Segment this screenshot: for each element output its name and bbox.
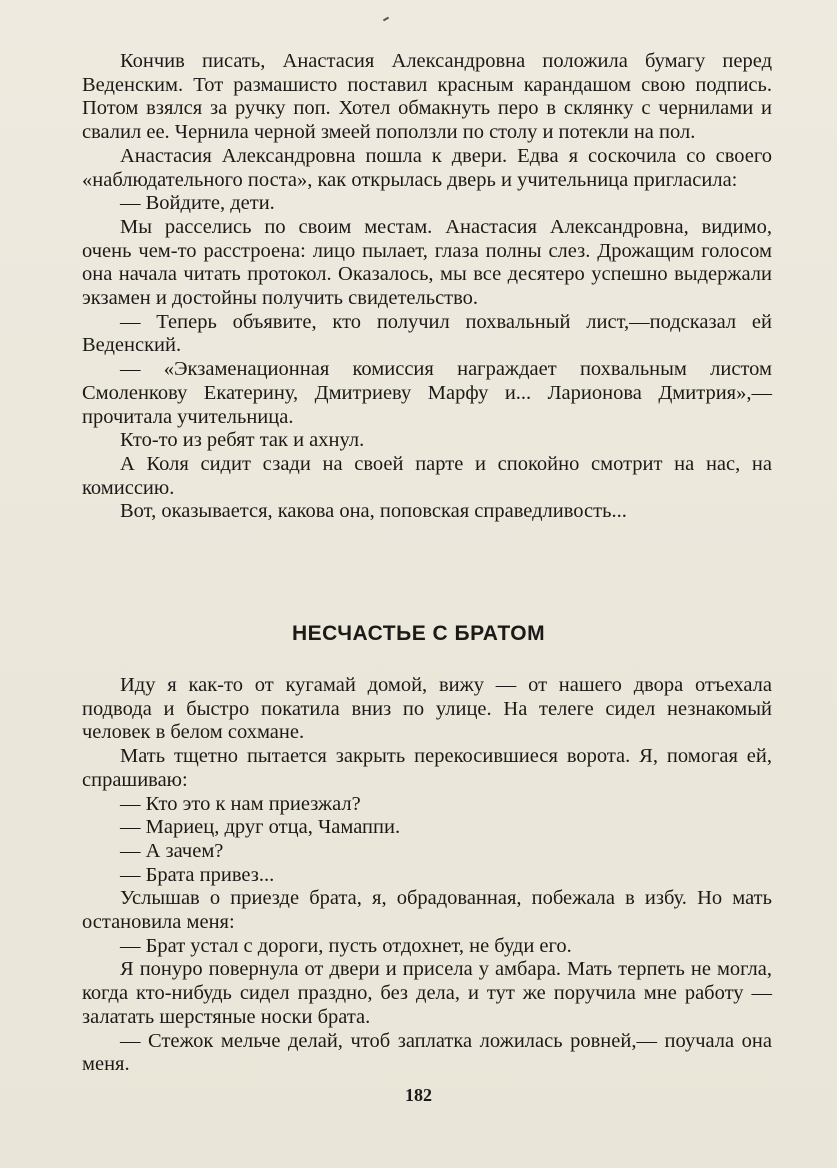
paragraph: Анастасия Александровна пошла к двери. Едва я соскочила со своего «наблюдательного поста», как открылась дверь и учительница пригласила: [82, 144, 772, 191]
chapter-heading: НЕСЧАСТЬЕ С БРАТОМ [291, 622, 546, 645]
paragraph: — Мариец, друг отца, Чамаппи. [120, 816, 401, 839]
paragraph: — Войдите, дети. [120, 192, 275, 215]
paragraph: Кто-то из ребят так и ахнул. [120, 429, 365, 452]
paragraph: — Стежок мельче делай, чтоб заплатка ложилась ровней,— поучала она меня. [82, 1029, 772, 1076]
paragraph: Мать тщетно пытается закрыть перекосившиеся ворота. Я, помогая ей, спрашиваю: [82, 745, 772, 791]
paragraph: — «Экзаменационная комиссия награждает похвальным листом Смоленкову Екатерину, Дмитриеву Марфу и... Ларионова Дмитрия»,— прочитала учительница. [82, 358, 772, 428]
paragraph: Услышав о приезде брата, я, обрадованная, побежала в избу. Но мать остановила меня: [82, 887, 772, 934]
paragraph: — Теперь объявите, кто получил похвальный лист,—подсказал ей Веденский. [82, 310, 772, 357]
print-speck [383, 17, 389, 22]
paragraph: Я понуро повернула от двери и присела у амбара. Мать терпеть не могла, когда кто-нибудь сидел праздно, без дела, и тут же поручила мне работу — залатать шерстяные носки брата. [82, 958, 772, 1028]
text-section-2 [82, 674, 772, 1077]
paragraph: — А зачем? [120, 839, 224, 862]
paragraph: Иду я как-то от кугамай домой, вижу — от нашего двора отъехала подвода и быстро покатила вниз по улице. На телеге сидел незнакомый человек в белом сохмане. [82, 674, 772, 744]
text-section-1 [82, 50, 772, 524]
paragraph: Мы расселись по своим местам. Анастасия Александровна, видимо, очень чем-то расстроена: лицо пылает, глаза полны слез. Дрожащим голосом она начала читать протокол. Оказалось, мы все десятеро успешно выдержали экзамен и достойны получить свидетельство. [82, 215, 772, 310]
paragraph: — Кто это к нам приезжал? [120, 792, 361, 815]
paragraph: — Брата привез... [120, 863, 275, 886]
page-number: 182 [405, 1085, 432, 1105]
paragraph: — Брат устал с дороги, пусть отдохнет, не буди его. [120, 934, 572, 957]
paragraph: Кончив писать, Анастасия Александровна положила бумагу перед Веденским. Тот размашисто поставил красным карандашом свою подпись. Потом взялся за ручку поп. Хотел обмакнуть перо в склянку с чернилами и свалил ее. Чернила черной змеей поползли по столу и потекли на пол. [82, 50, 772, 144]
paragraph: Вот, оказывается, какова она, поповская справедливость... [120, 500, 627, 523]
paragraph: А Коля сидит сзади на своей парте и спокойно смотрит на нас, на комиссию. [82, 452, 772, 499]
